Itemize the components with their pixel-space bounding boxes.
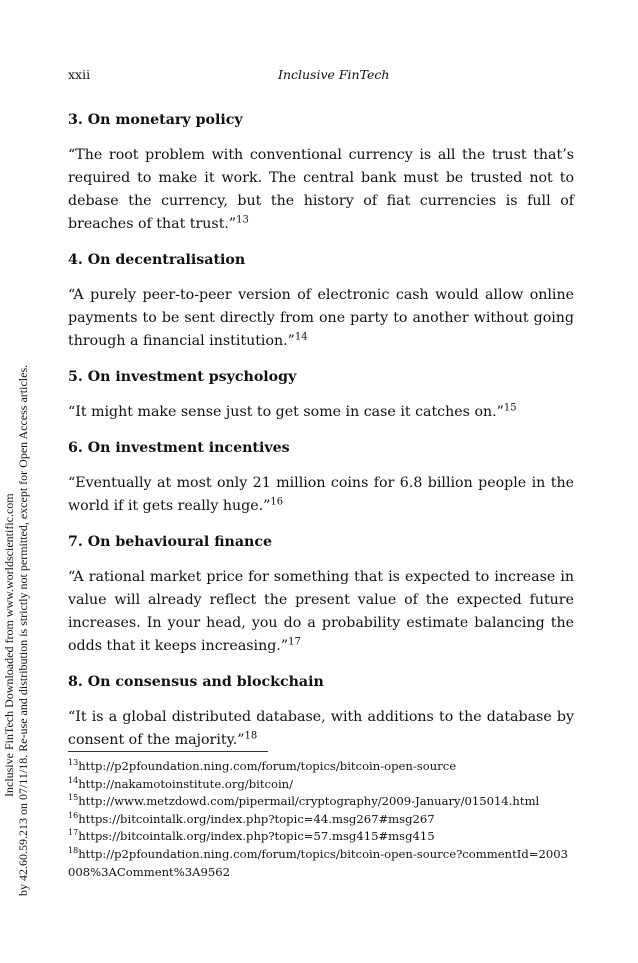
section-decentralisation <box>68 250 574 353</box>
footnote-14 <box>68 776 574 794</box>
main-content <box>68 110 574 766</box>
footnote-link[interactable]: https://bitcointalk.org/index.php?topic=57.msg415#msg415 <box>78 829 435 844</box>
footnote-15 <box>68 793 574 811</box>
quote-text: “It is a global distributed database, with additions to the database by consent of the majority.”$^{18}$ <box>68 709 574 748</box>
quote-text: “The root problem with conventional currency is all the trust that’s required to make it work. The central bank must be trusted not to debase the currency, but the history of fiat currencies is full of breaches of that trust.”$^{13}$ <box>68 147 574 232</box>
section-behavioural-finance <box>68 532 574 658</box>
footnote-13 <box>68 758 574 776</box>
footnote-link[interactable]: http://nakamotoinstitute.org/bitcoin/ <box>78 776 294 791</box>
section-consensus-blockchain <box>68 672 574 752</box>
section-heading: 3. On monetary policy <box>68 112 243 128</box>
section-heading: 4. On decentralisation <box>68 252 246 268</box>
watermark-line-1: Inclusive FinTech Downloaded from www.worldscientific.com <box>2 493 16 797</box>
footnote-divider <box>68 751 268 752</box>
footnote-number: 16 <box>68 810 79 820</box>
footnote-link[interactable]: http://p2pfoundation.ning.com/forum/topics/bitcoin-open-source <box>78 759 457 773</box>
footnote-link[interactable]: https://bitcointalk.org/index.php?topic=44.msg267#msg267 <box>78 811 435 826</box>
footnote-number: 13 <box>68 758 79 768</box>
section-heading: 5. On investment psychology <box>68 369 297 385</box>
running-head <box>68 67 574 85</box>
footnote-18 <box>68 846 574 881</box>
section-heading: 7. On behavioural finance <box>68 534 273 550</box>
book-title: Inclusive FinTech <box>278 67 390 82</box>
section-monetary-policy <box>68 110 574 236</box>
page-number: xxii <box>68 67 91 82</box>
footnotes <box>68 758 574 881</box>
footnote-ref[interactable]: 16 <box>270 496 284 508</box>
section-heading: 8. On consensus and blockchain <box>68 674 324 690</box>
quote-text: “A rational market price for something that is expected to increase in value will already reflect the present value of the expected future increases. In your head, you do a probability estimate balancing the odds that it keeps increasing.”$^{17}$ <box>68 569 574 654</box>
footnote-number: 18 <box>68 846 79 856</box>
section-investment-psychology <box>68 367 574 424</box>
quote-text: “A purely peer-to-peer version of electronic cash would allow online payments to be sent directly from one party to another without going through a financial institution.”$^{14}$ <box>68 287 574 349</box>
footnote-ref[interactable]: 14 <box>294 331 308 343</box>
quote-text: “It might make sense just to get some in case it catches on.”$^{15}$ <box>68 402 517 420</box>
footnote-link[interactable]: http://p2pfoundation.ning.com/forum/topics/bitcoin-open-source?commentId=2003008%3AComment%3A9562 <box>68 846 568 879</box>
footnote-16 <box>68 811 574 829</box>
footnote-ref[interactable]: 18 <box>244 730 258 742</box>
footnote-ref[interactable]: 13 <box>236 214 249 226</box>
section-heading: 6. On investment incentives <box>68 440 290 456</box>
footnote-number: 15 <box>68 793 79 803</box>
footnote-link[interactable]: http://www.metzdowd.com/pipermail/cryptography/2009-January/015014.html <box>78 794 540 809</box>
footnote-number: 14 <box>68 775 79 785</box>
quote-text: “Eventually at most only 21 million coins for 6.8 billion people in the world if it gets really huge.”$^{16}$ <box>68 475 574 514</box>
footnote-17 <box>68 828 574 846</box>
footnote-ref[interactable]: 15 <box>503 402 517 414</box>
watermark-line-2: by 42.60.59.213 on 07/11/18. Re-use and distribution is strictly not permitted, except for Open Access articles. <box>16 364 30 896</box>
section-investment-incentives <box>68 438 574 518</box>
footnote-number: 17 <box>68 828 79 838</box>
footnote-ref[interactable]: 17 <box>288 636 301 648</box>
